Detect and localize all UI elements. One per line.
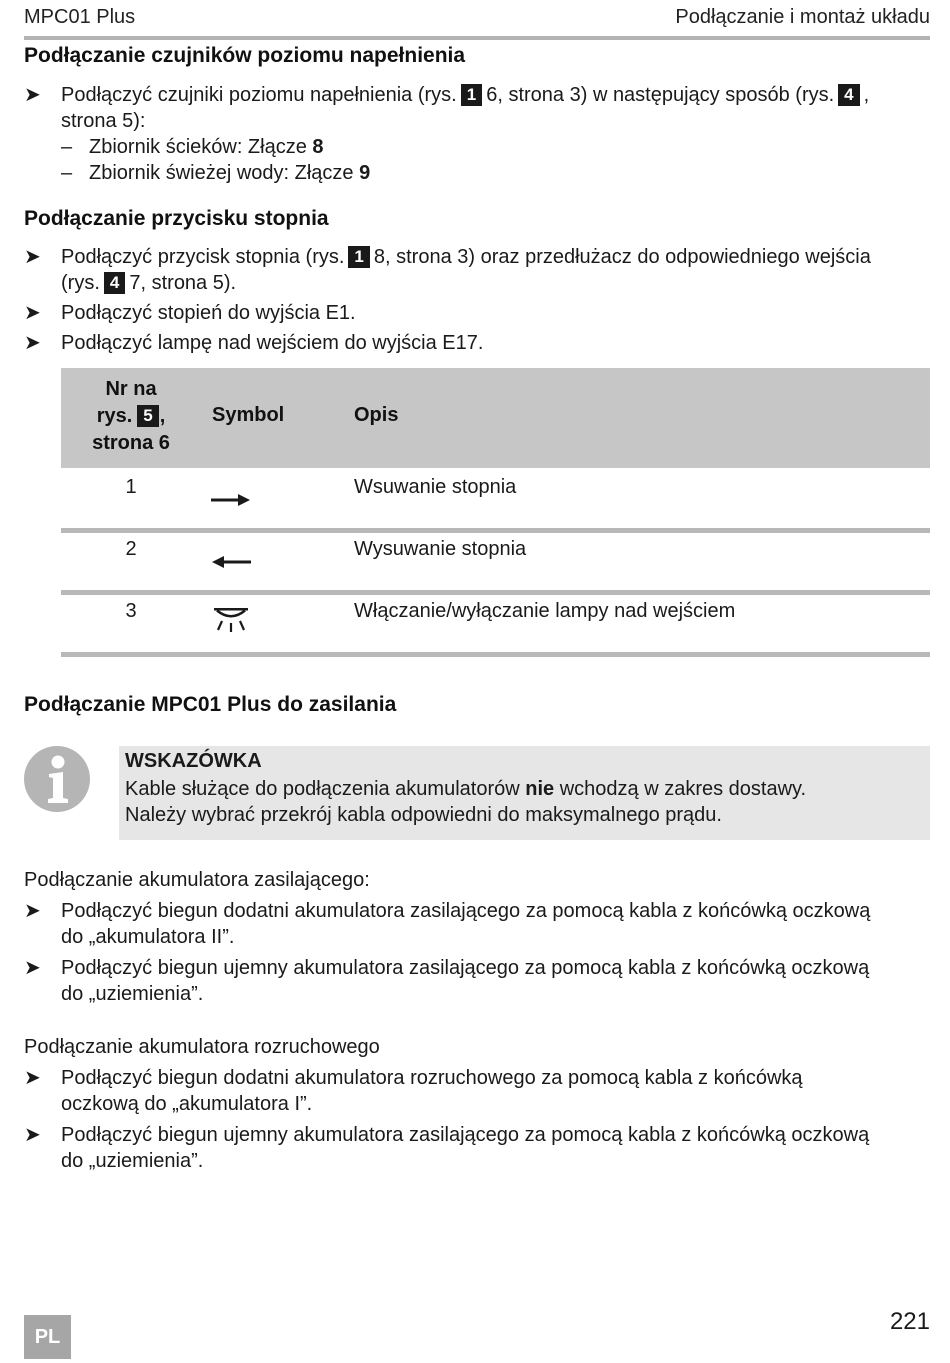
- list-item: [61, 134, 324, 160]
- figure-ref: 1: [348, 246, 369, 268]
- table-header: [61, 368, 930, 468]
- section-title-level-sensors: Podłączanie czujników poziomu napełnienia: [24, 44, 466, 67]
- lamp-icon: [211, 606, 251, 640]
- arrow-right-icon: [211, 490, 251, 513]
- bullet-level-sensors: [24, 82, 930, 134]
- bullet-text: Podłączyć biegun ujemny akumulatora zasilającego za pomocą kabla z końcówką oczkową: [61, 957, 870, 979]
- language-tab: PL: [24, 1315, 71, 1359]
- bullet-text: strona 5):: [61, 110, 146, 132]
- notice-box: [119, 746, 930, 840]
- bullet-starter-minus: [24, 1122, 930, 1174]
- bullet-text: 7, strona 5).: [129, 272, 237, 294]
- figure-ref: 5: [137, 405, 158, 427]
- bullet-arrow-icon: ➤: [24, 900, 41, 922]
- bullet-text: oczkową do „akumulatora I”.: [61, 1093, 313, 1115]
- bullet-arrow-icon: ➤: [24, 957, 41, 979]
- cell-opis: Wysuwanie stopnia: [354, 538, 527, 560]
- bullet-text: Podłączyć czujniki poziomu napełnienia (rys.: [61, 84, 457, 106]
- notice-text: wchodzą w zakres dostawy.: [554, 778, 807, 800]
- item-text: Zbiornik ścieków: Złącze: [89, 136, 313, 158]
- bullet-text: ,: [863, 84, 870, 106]
- cell-nr: 1: [125, 476, 137, 498]
- bullet-text: do „akumulatora II”.: [61, 926, 235, 948]
- cell-nr: 2: [125, 538, 137, 560]
- column-header-nr: [61, 376, 201, 457]
- figure-ref: 4: [104, 272, 125, 294]
- notice-text: Kable służące do podłączenia akumulatorów: [125, 778, 526, 800]
- bullet-text: Podłączyć stopień do wyjścia E1.: [61, 302, 356, 324]
- header-product: MPC01 Plus: [24, 6, 136, 28]
- connector-number: 9: [359, 162, 371, 184]
- bullet-arrow-icon: ➤: [24, 1124, 41, 1146]
- notice-title: WSKAZÓWKA: [125, 750, 262, 772]
- page-number: 221: [889, 1308, 930, 1335]
- column-header-opis: Opis: [354, 404, 399, 426]
- bullet-lamp-output: [24, 330, 930, 356]
- bullet-text: 6, strona 3) w następujący sposób (rys.: [486, 84, 835, 106]
- bullet-text: Podłączyć biegun ujemny akumulatora zasilającego za pomocą kabla z końcówką oczkową: [61, 1124, 870, 1146]
- notice-line: Należy wybrać przekrój kabla odpowiedni do maksymalnego prądu.: [125, 804, 722, 826]
- bullet-step-button: [24, 244, 930, 296]
- column-header-symbol: Symbol: [212, 404, 285, 426]
- paragraph: Podłączanie akumulatora rozruchowego: [24, 1036, 380, 1058]
- running-header: [24, 6, 930, 32]
- bullet-text: Podłączyć przycisk stopnia (rys.: [61, 246, 345, 268]
- dash-icon: –: [61, 136, 73, 158]
- header-text: strona 6: [92, 432, 170, 454]
- row-divider: [61, 528, 930, 533]
- header-text: rys.: [96, 405, 133, 427]
- header-chapter: Podłączanie i montaż układu: [675, 6, 930, 28]
- notice-line: [125, 778, 806, 801]
- figure-ref: 1: [461, 84, 482, 106]
- notice-emphasis: nie: [525, 778, 555, 800]
- section-title-power: Podłączanie MPC01 Plus do zasilania: [24, 693, 397, 716]
- row-divider: [61, 590, 930, 595]
- bullet-text: Podłączyć biegun dodatni akumulatora rozruchowego za pomocą kabla z końcówką: [61, 1067, 803, 1089]
- bullet-supply-minus: [24, 955, 930, 1007]
- bullet-text: 8, strona 3) oraz przedłużacz do odpowiedniego wejścia: [373, 246, 871, 268]
- connector-number: 8: [312, 136, 324, 158]
- figure-ref: 4: [838, 84, 859, 106]
- symbol-table: [61, 368, 930, 660]
- bullet-step-output: [24, 300, 930, 326]
- header-rule: [24, 36, 930, 40]
- cell-opis: Włączanie/wyłączanie lampy nad wejściem: [354, 600, 736, 622]
- header-text: Nr na: [105, 378, 157, 400]
- bullet-arrow-icon: ➤: [24, 302, 41, 324]
- list-item: [61, 160, 370, 186]
- arrow-left-icon: [211, 552, 251, 575]
- bullet-text: do „uziemienia”.: [61, 983, 204, 1005]
- info-icon: [24, 746, 90, 812]
- cell-nr: 3: [125, 600, 137, 622]
- bullet-text: Podłączyć biegun dodatni akumulatora zasilającego za pomocą kabla z końcówką oczkową: [61, 900, 871, 922]
- item-text: Zbiornik świeżej wody: Złącze: [89, 162, 360, 184]
- bullet-arrow-icon: ➤: [24, 84, 41, 106]
- manual-page: [24, 0, 930, 1363]
- bullet-supply-plus: [24, 898, 930, 950]
- cell-opis: Wsuwanie stopnia: [354, 476, 517, 498]
- bullet-arrow-icon: ➤: [24, 246, 41, 268]
- header-text: ,: [159, 405, 166, 427]
- bullet-text: (rys.: [61, 272, 100, 294]
- row-divider: [61, 652, 930, 657]
- bullet-text: Podłączyć lampę nad wejściem do wyjścia E17.: [61, 332, 484, 354]
- dash-icon: –: [61, 162, 73, 184]
- bullet-arrow-icon: ➤: [24, 1067, 41, 1089]
- bullet-arrow-icon: ➤: [24, 332, 41, 354]
- bullet-starter-plus: [24, 1065, 930, 1117]
- section-title-step-button: Podłączanie przycisku stopnia: [24, 207, 329, 230]
- paragraph: Podłączanie akumulatora zasilającego:: [24, 869, 370, 891]
- bullet-text: do „uziemienia”.: [61, 1150, 204, 1172]
